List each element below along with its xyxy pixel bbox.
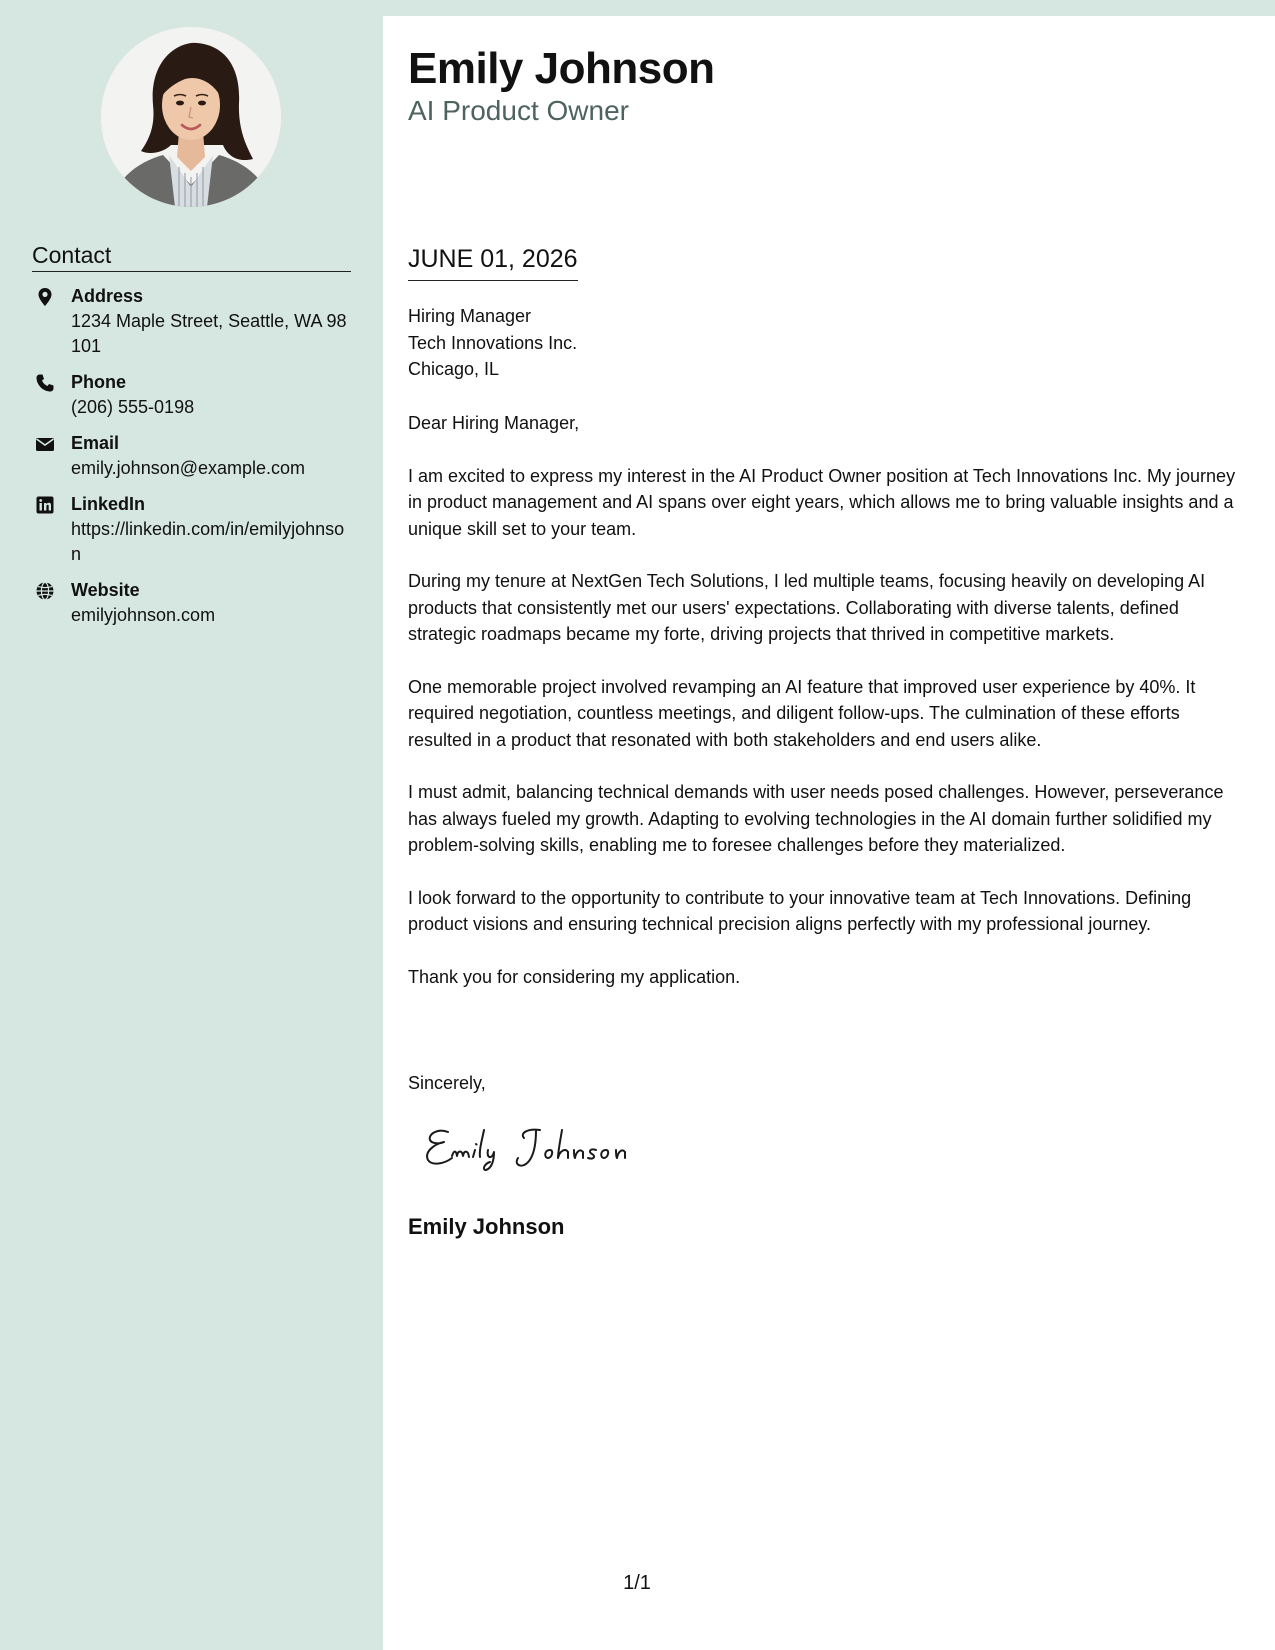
phone-icon (35, 373, 55, 393)
contact-label: Email (71, 433, 120, 453)
body-paragraph: One memorable project involved revamping an AI feature that improved user experience by 40%. It required negotiation, countless meetings, and diligent follow-ups. The culmination of these efforts resulted in a product that resonated with both stakeholders and end users alike. (408, 676, 1196, 750)
body-paragraph: I am excited to express my interest in the AI Product Owner position at Tech Innovations Inc. My journey in product management and AI spans over eight years, which allows me to bring valuable insights and a unique skill set to your team. (408, 465, 1236, 539)
website-value[interactable]: emilyjohnson.com (71, 605, 216, 625)
contact-label: Address (71, 286, 144, 306)
job-title: AI Product Owner (408, 95, 629, 126)
sidebar (0, 0, 383, 1650)
signer-name: Emily Johnson (408, 1214, 565, 1239)
recipient-line: Tech Innovations Inc. (408, 332, 578, 353)
contact-label: Website (71, 580, 140, 600)
location-pin-icon (35, 287, 55, 307)
recipient-line: Hiring Manager (408, 306, 532, 326)
linkedin-icon (35, 495, 55, 515)
envelope-icon (35, 434, 55, 454)
contact-item-address (32, 284, 352, 359)
closing: Sincerely, (408, 1073, 486, 1093)
body-paragraph: Thank you for considering my application. (408, 966, 741, 987)
letter-date: JUNE 01, 2026 (408, 244, 578, 281)
contact-item-linkedin (32, 492, 352, 567)
globe-icon (35, 581, 55, 601)
handwritten-signature (422, 1120, 652, 1174)
page-number: 1/1 (623, 1572, 651, 1594)
body-paragraph: I look forward to the opportunity to contribute to your innovative team at Tech Innovations. Defining product visions and ensuring technical precision aligns perfectly with my professional journey. (408, 887, 1192, 934)
applicant-name: Emily Johnson (408, 44, 715, 93)
avatar (101, 27, 281, 207)
recipient-line: Chicago, IL (408, 359, 500, 379)
contact-heading: Contact (32, 241, 351, 272)
contact-item-email (32, 431, 352, 481)
email-value[interactable]: emily.johnson@example.com (71, 458, 306, 478)
linkedin-value[interactable]: https://linkedin.com/in/emilyjohnson (71, 519, 345, 564)
recipient-block (408, 303, 577, 383)
contact-label: LinkedIn (71, 494, 146, 514)
address-value: 1234 Maple Street, Seattle, WA 98101 (71, 311, 347, 356)
body-paragraph: I must admit, balancing technical demands with user needs posed challenges. However, perseverance has always fueled my growth. Adapting to evolving technologies in the AI domain further solidified my problem-solving skills, enabling me to foresee challenges before they materialized. (408, 782, 1224, 855)
salutation: Dear Hiring Manager, (408, 413, 580, 433)
contact-label: Phone (71, 372, 127, 392)
contact-item-website (32, 578, 352, 628)
letter-body (408, 410, 1248, 1016)
contact-item-phone (32, 370, 352, 420)
contact-list (32, 284, 352, 639)
body-paragraph: During my tenure at NextGen Tech Solutions, I led multiple teams, focusing heavily on developing AI products that consistently met our users' expectations. Collaborating with diverse talents, defined strategic roadmaps became my forte, driving projects that thrived in competitive markets. (408, 571, 1206, 644)
phone-value[interactable]: (206) 555-0198 (71, 397, 195, 417)
profile-photo (101, 27, 281, 207)
